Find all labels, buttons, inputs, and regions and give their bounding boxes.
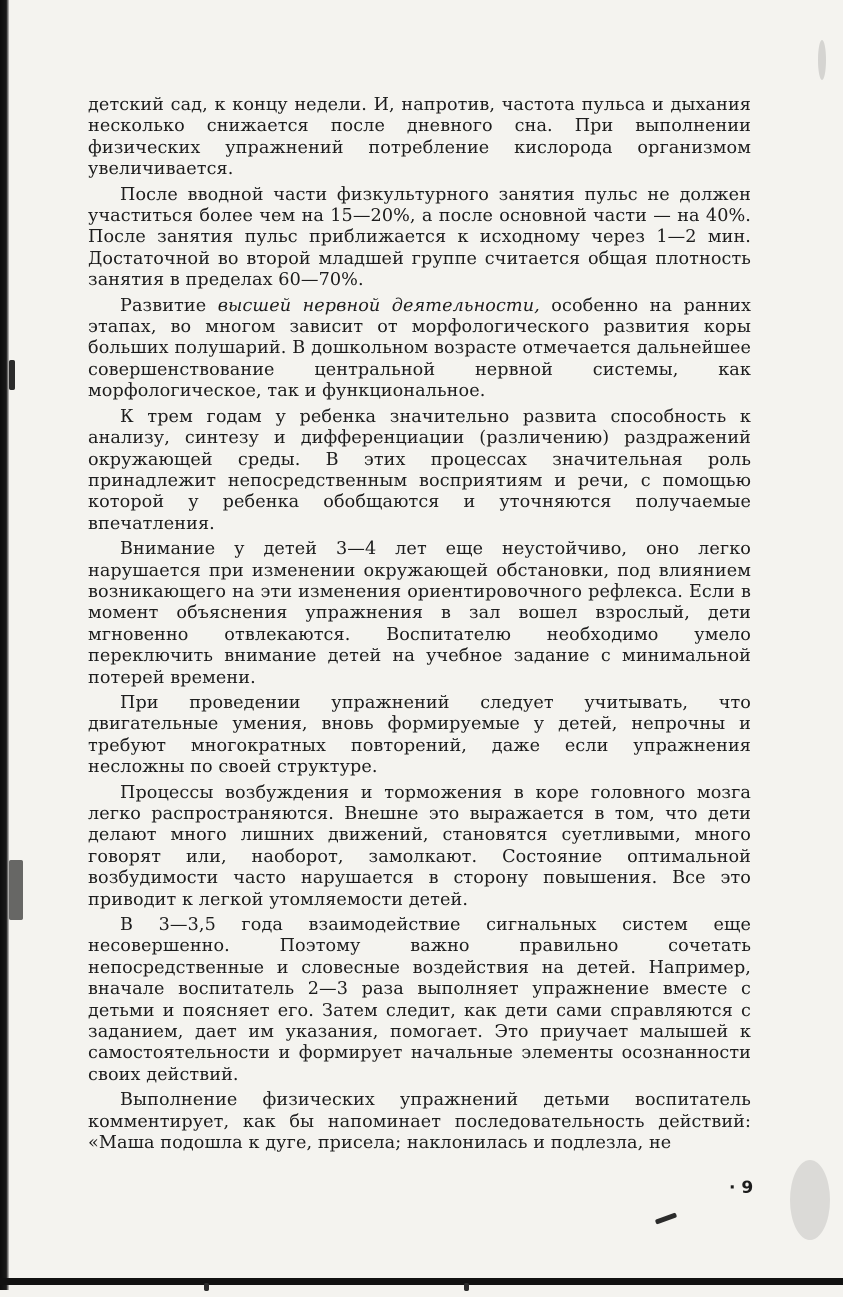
scan-blot [655,1212,677,1224]
page-number: · 9 [729,1178,753,1198]
paragraph-3-rest: особенно на ранних этапах, во многом зависит от морфологического развития коры больших полушарий. В дошкольном возрасте отмечается дальнейшее совершенствование центральной нервной системы, как морфологическое, так и функциональное. [88,295,751,402]
paragraph-2: После вводной части физкультурного занятия пульс не должен участиться более чем на 15—20%, а после основной части — на 40%. После занятия пульс приближается к исходному через 1—2 мин. Достаточной во второй младшей группе считается общая плотность занятия в пределах 60—70%. [88,184,751,291]
scan-blot [204,1283,209,1291]
page-body-text [88,95,751,1159]
scan-noise [790,1160,830,1240]
paragraph-1: детский сад, к концу недели. И, напротив, частота пульса и дыхания несколько снижается после дневного сна. При выполнении физических упражнений потребление кислорода организмом увеличивается. [88,95,751,180]
paragraph-7: Процессы возбуждения и торможения в коре головного мозга легко распространяются. Внешне это выражается в том, что дети делают много лишних движений, становятся суетливыми, много говорят или, наоборот, замолкают. Состояние оптимальной возбудимости часто нарушается в сторону повышения. Все это приводит к легкой утомляемости детей. [88,782,751,910]
scan-blot [9,360,15,390]
scan-left-edge [0,0,9,1290]
paragraph-8: В 3—3,5 года взаимодействие сигнальных систем еще несовершенно. Поэтому важно правильно сочетать непосредственные и словесные воздействия на детей. Например, вначале воспитатель 2—3 раза выполняет упражнение вместе с детьми и поясняет его. Затем следит, как дети сами справляются с заданием, дает им указания, помогает. Это приучает малышей к самостоятельности и формирует начальные элементы осознанности своих действий. [88,915,751,1085]
scan-blot [464,1283,469,1291]
paragraph-3-lead: Развитие [120,295,218,316]
scan-blot [9,860,23,920]
scan-bottom-edge [0,1278,843,1285]
scan-noise [818,40,826,80]
paragraph-5: Внимание у детей 3—4 лет еще неустойчиво, оно легко нарушается при изменении окружающей обстановки, под влиянием возникающего на эти изменения ориентировочного рефлекса. Если в момент объяснения упражнения в зал вошел взрослый, дети мгновенно отвлекаются. Воспитателю необходимо умело переключить внимание детей на учебное задание с минимальной потерей времени. [88,539,751,688]
paragraph-4: К трем годам у ребенка значительно развита способность к анализу, синтезу и дифференциации (различению) раздражений окружающей среды. В этих процессах значительная роль принадлежит непосредственным восприятиям и речи, с помощью которой у ребенка обобщаются и уточняются получаемые впечатления. [88,406,751,534]
paragraph-6: При проведении упражнений следует учитывать, что двигательные умения, вновь формируемые у детей, непрочны и требуют многократных повторений, даже если упражнения несложны по своей структуре. [88,692,751,778]
emphasized-term: высшей нервной деятельности, [217,295,540,316]
paragraph-3 [88,296,751,403]
paragraph-9: Выполнение физических упражнений детьми воспитатель комментирует, как бы напоминает последовательность действий: «Маша подошла к дуге, присела; наклонилась и подлезла, не [88,1090,751,1154]
